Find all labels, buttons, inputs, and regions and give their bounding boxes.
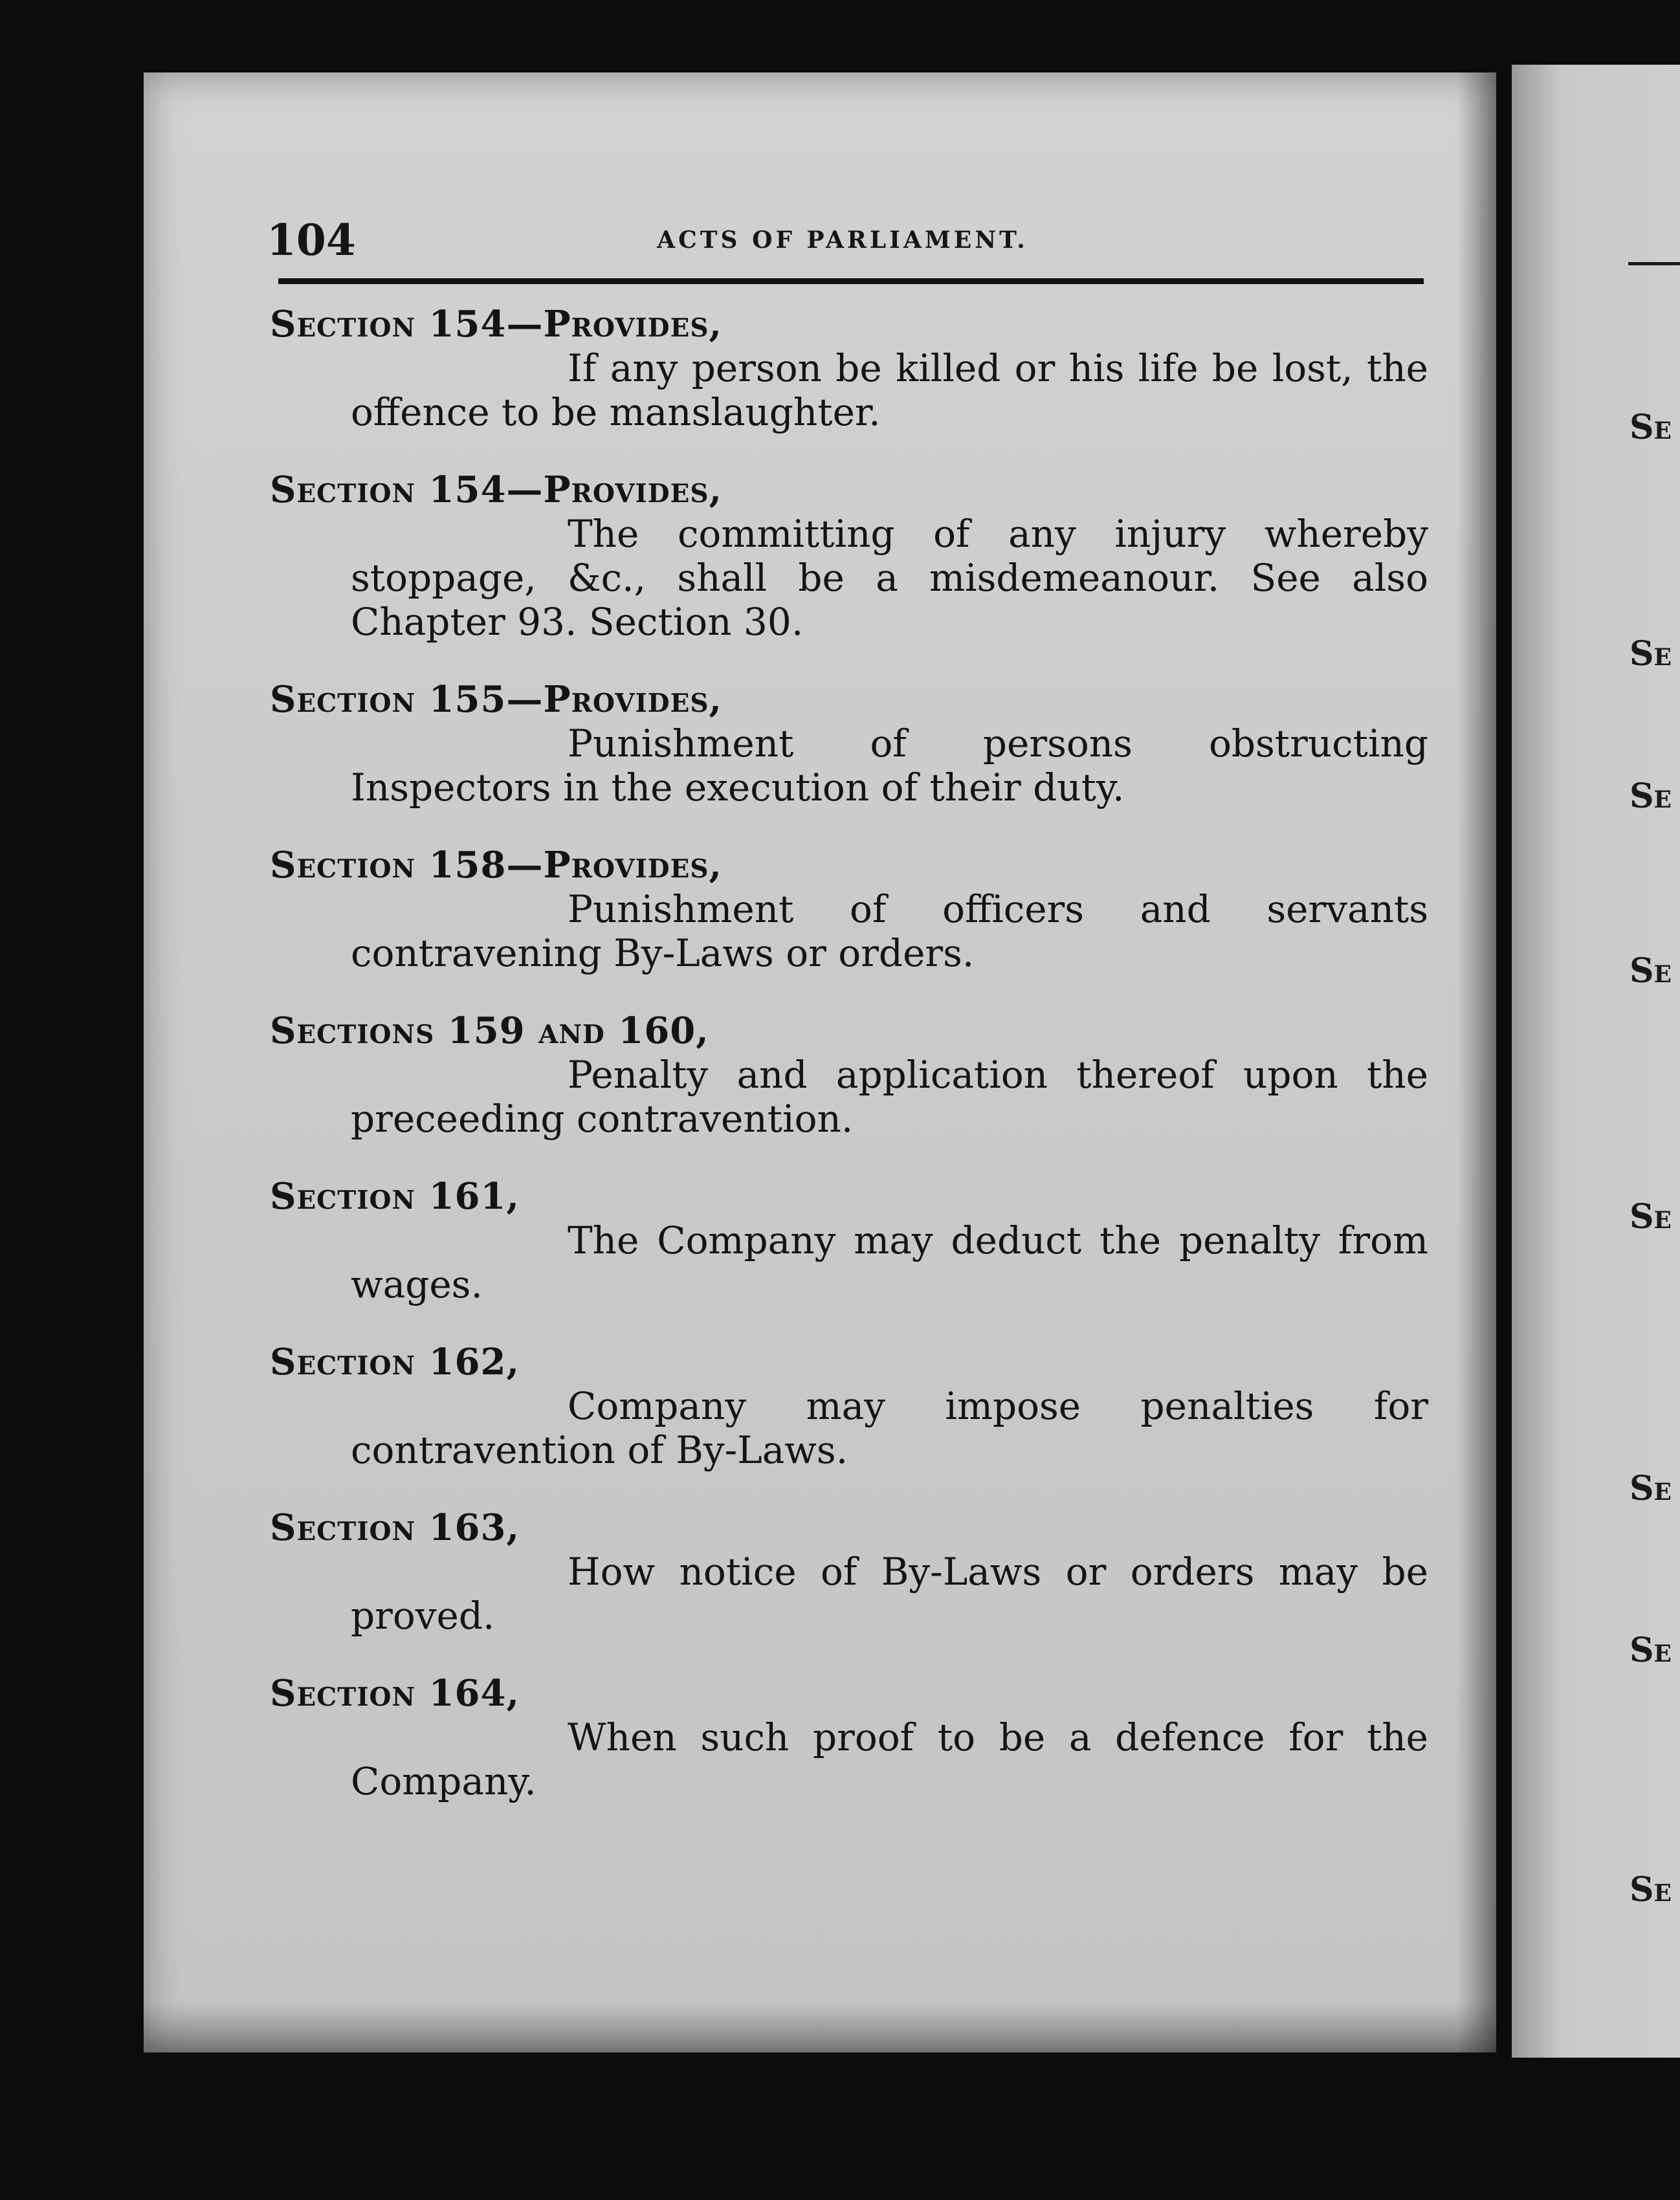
facing-page-rule <box>1628 262 1680 265</box>
section-text: The Company may deduct the penalty from wages. <box>351 1218 1428 1306</box>
section-entry <box>270 1340 1428 1472</box>
section-text: Company may impose penalties for contravention of By-Laws. <box>351 1384 1428 1472</box>
facing-page <box>1512 65 1680 2058</box>
section-entry <box>270 1009 1428 1141</box>
running-head: ACTS OF PARLIAMENT. <box>657 226 1028 254</box>
section-text: If any person be killed or his life be lost, the offence to be manslaughter. <box>351 346 1428 434</box>
section-text: The committing of any injury whereby stoppage, &c., shall be a misdemeanour. See also Chapter 93. Section 30. <box>351 512 1428 644</box>
section-text: How notice of By-Laws or orders may be proved. <box>351 1550 1428 1638</box>
page-bottom-shadow <box>144 2001 1496 2052</box>
section-text: Punishment of persons obstructing Inspectors in the execution of their duty. <box>351 721 1428 809</box>
scanned-page <box>144 72 1496 2052</box>
section-entry <box>270 677 1428 809</box>
page-edge-shadow <box>1457 72 1496 2052</box>
section-entry <box>270 1174 1428 1306</box>
facing-fragment: Se <box>1630 1870 1672 1909</box>
section-heading: Section 154—Provides, <box>270 468 723 511</box>
section-heading: Section 161, <box>270 1175 520 1218</box>
facing-fragment: Se <box>1630 1469 1672 1508</box>
section-heading: Section 163, <box>270 1506 520 1549</box>
section-heading: Section 155—Provides, <box>270 678 723 721</box>
section-heading: Sections 159 and 160, <box>270 1009 709 1052</box>
facing-fragment: Se <box>1630 408 1672 447</box>
section-entry <box>270 1671 1428 1803</box>
section-heading: Section 164, <box>270 1672 520 1715</box>
page-body <box>270 302 1428 1837</box>
section-heading: Section 162, <box>270 1341 520 1383</box>
page-header <box>267 215 1419 273</box>
facing-fragment: Se <box>1630 951 1672 991</box>
page-number: 104 <box>267 215 356 265</box>
section-text: When such proof to be a defence for the Company. <box>351 1715 1428 1803</box>
section-heading: Section 154—Provides, <box>270 303 723 346</box>
facing-fragment: Se <box>1630 1197 1672 1237</box>
section-text: Punishment of officers and servants contravening By-Laws or orders. <box>351 887 1428 975</box>
header-rule <box>278 278 1424 284</box>
facing-fragment: Se <box>1630 776 1672 816</box>
section-heading: Section 158—Provides, <box>270 844 723 886</box>
section-entry <box>270 843 1428 975</box>
facing-fragment: Se <box>1630 1631 1672 1670</box>
section-text: Penalty and application thereof upon the preceeding contravention. <box>351 1053 1428 1141</box>
facing-fragment: Se <box>1630 634 1672 674</box>
section-entry <box>270 1506 1428 1638</box>
section-entry <box>270 302 1428 434</box>
section-entry <box>270 468 1428 644</box>
